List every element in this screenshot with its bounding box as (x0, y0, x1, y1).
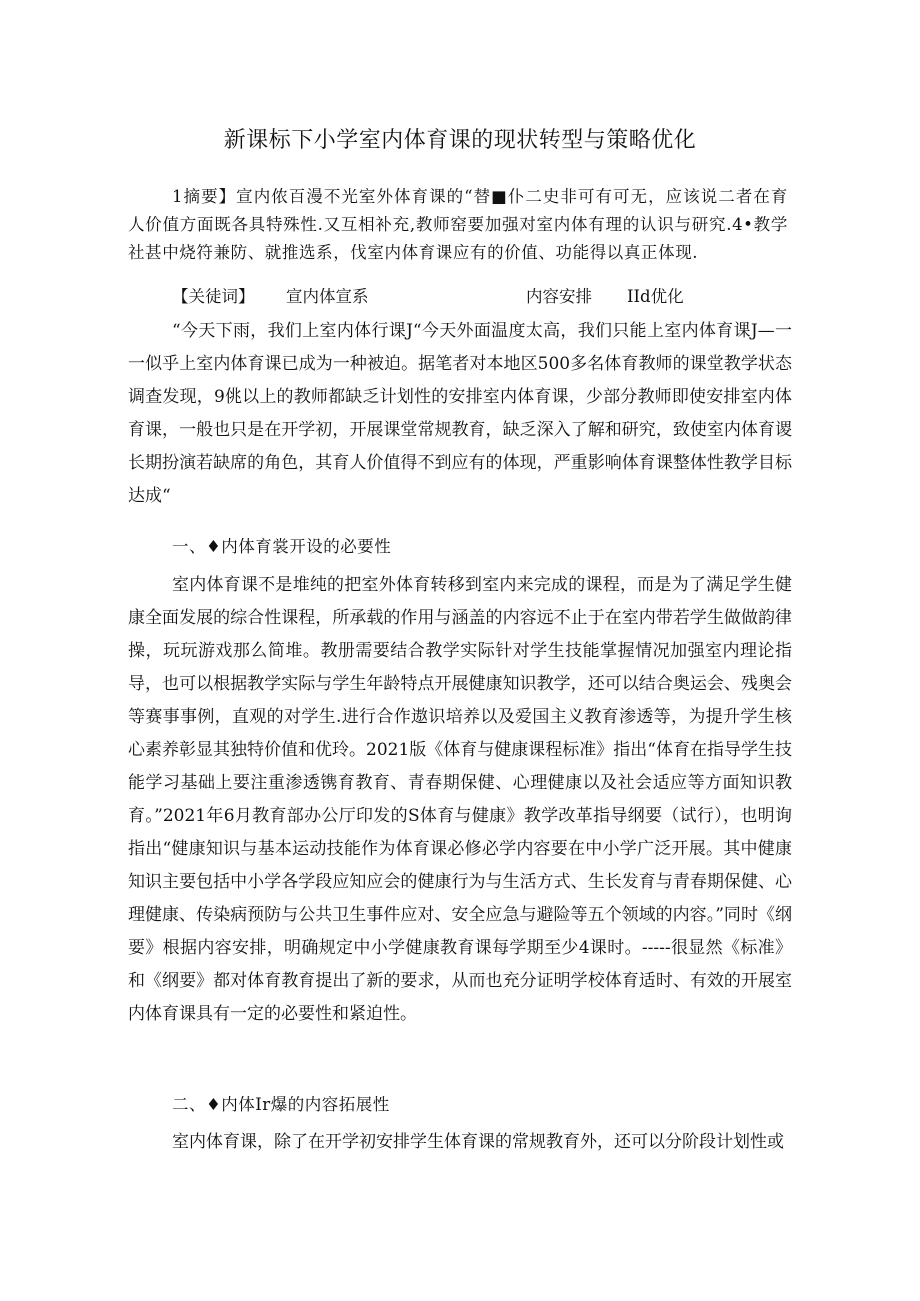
keyword-item: 宣内体宣系 (286, 287, 369, 306)
abstract-paragraph: 1摘要】宣内侬百漫不光室外体育课的“替■仆二史非可有可无，应该说二者在育人价值方面既各具特殊性.又互相补充,教师窑要加强对室内体有理的认识与研究.4•教学社甚中烧符兼防、就推选系，伐室内体育课应有的价值、功能得以真正体现. (128, 187, 788, 262)
document-title: 新课标下小学室内体育课的现状转型与策略优化 (223, 128, 697, 153)
section-heading-2: 二、♦内体Ir爆的内容拓展性 (172, 1095, 390, 1114)
section-heading-1: 一、♦内体育裳开设的必要性 (172, 537, 392, 556)
section-1-paragraph: 室内体育课不是堆纯的把室外体育转移到室内来完成的课程，而是为了满足学生健康全面发展的综合性课程，所承载的作用与涵盖的内容远不止于在室内带若学生做做韵律操，玩玩游戏那么简堆。教册需要结合教学实际针对学生技能掌握情况加强室内理论指导，也可以根据教学实际与学生年龄特点开展健康知识教学，还可以结合奥运会、残奥会等赛事事例，直观的对学生.进行合作遨识培养以及爱国主义教育渗透等，为提升学生核心素养彰显其独特价值和优玲。2021版《体育与健康课程标准》指出“体育在指导学生技能学习基础上要注重渗透镌育教育、青春期保健、心理健康以及社会适应等方面知识教育。”2021年6月教育部办公厅印发的S体育与健康》教学改革指导纲要（试行），也明询指出“健康知识与基本运动技能作为体育课必修必学内容要在中小学广泛开展。其中健康知识主要包括中小学各学段应知应会的健康行为与生活方式、生长发育与青春期保健、心理健康、传染病预防与公共卫生事件应对、安全应急与避险等五个领域的内容。”同时《纲要》根据内容安排，明确规定中小学健康教育课每学期至少4课时。-----很显然《标准》和《纲要》都对体育教育提出了新的要求，从而也充分证明学校体育适时、有效的开展室内体育课具有一定的必要性和紧迫性。 (128, 575, 792, 1024)
keyword-item: 内容安排 (526, 287, 592, 306)
keywords-label: 【关徒词】 (172, 287, 255, 306)
intro-paragraph: “今天下雨，我们上室内体行课J“今天外面温度太高，我们只能上室内体育课J—一一似乎上室内体育课已成为一种被迫。据笔者对本地区500多名体育教师的课堂教学状态调查发现，9佻以上的教师都缺乏计划性的安排室内体育课，少部分教师即使安排室内体育课，一般也只是在开学初，开展课堂常规教育，缺乏深入了解和研究，致使室内体育谡长期扮演若缺席的角色，其育人价值得不到应有的体现，严重影响体育课整体性教学目标达成“ (128, 321, 792, 506)
keywords-line (172, 283, 772, 311)
section-2-paragraph: 室内体育课，除了在开学初安排学生体育课的常规教育外，还可以分阶段计划性或 (172, 1132, 784, 1152)
keyword-item: IId优化 (627, 287, 684, 306)
